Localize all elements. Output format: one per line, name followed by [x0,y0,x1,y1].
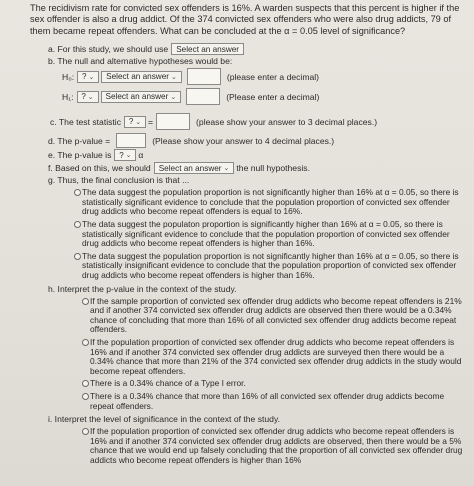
significance-interp-option-1[interactable] [30,427,468,465]
test-type-select[interactable] [171,43,244,55]
part-d-hint: (Please show your answer to 4 decimal places.) [152,135,335,146]
p-value-interp-text: There is a 0.34% chance of a Type I error. [90,378,246,389]
h1-value-input[interactable] [186,88,220,105]
part-c-hint: (please show your answer to 3 decimal places.) [196,116,378,127]
p-value-interp-text: If the sample proportion of convicted sex offender drug addicts who become repeat offenders is 21% and if another 374 convicted sex offender drug addicts are observed then there would be a 0.34% chance of concluding that more than 16% of all convicted sex offender drug addicts become repeat offenders. [90,295,462,335]
radio-button[interactable] [82,393,89,400]
spacer [30,105,468,113]
p-value-interp-option-1[interactable] [30,297,468,335]
significance-interp-text: If the population proportion of convicted sex offender drug addicts who become repeat offenders is 16% and if another 374 convicted sex offender drug addicts are observed, then there would be a 5% chance that we would end up falsely concluding that the proportion of all convicted sex offender drug addicts who become repeat offenders is higher than 16% [90,426,463,465]
radio-button[interactable] [82,298,89,305]
radio-button[interactable] [74,253,81,260]
part-g-label: g. Thus, the final conclusion is that ... [48,175,190,186]
chevron-down-icon: ⌄ [125,152,132,160]
conclusion-option-text: The data suggest the populaton proportion is significantly higher than 16% at α = 0.05, so there is statistically significant evidence to conclude that the population proportion of convicted sex offender drug addicts who become repeat offenders is higher than 16%. [82,219,450,249]
part-e-label: e. The p-value is [48,150,112,161]
h1-row [30,88,468,105]
h0-symbol-value: ? [82,72,87,82]
test-statistic-select[interactable] [124,116,146,128]
chevron-down-icon: ⌄ [88,73,95,81]
p-value-interp-text: There is a 0.34% chance that more than 16% of all convicted sex offender drug addicts become repeat offenders. [90,390,445,411]
p-value-interp-option-3[interactable] [30,379,468,389]
radio-button[interactable] [82,380,89,387]
equals-sign: = [148,116,154,127]
decision-select-value: Select an answer [158,163,222,173]
part-a-label: a. For this study, we should use [48,44,169,55]
radio-button[interactable] [82,339,89,346]
h0-row [30,68,468,85]
part-h-label: h. Interpret the p-value in the context of the study. [48,283,237,294]
test-statistic-select-value: ? [128,117,134,127]
part-f-label: f. Based on this, we should [48,163,151,174]
part-b [30,56,468,66]
problem-statement: The recidivism rate for convicted sex offenders is 16%. A warden suspects that this percent is higher if the sex offender is also a drug addict. Of the 374 convicted sex offenders who were also drug addicts, 79 of them became repeat offenders. What can be concluded at the α = 0.05 level of significance? [30,3,460,36]
p-value-interp-text: If the population proportion of convicted sex offender drug addicts who become repeat offenders is 16% and if another 374 convicted sex offender drug addicts are surveyed then there would be a 0.34% chance that more than 21% of the 374 convicted sex offender drug addicts in the study would become repeat offenders. [90,336,462,376]
conclusion-option-text: The data suggest the population proportion is not significantly higher than 16% at α = 0.05, so there is statistically insignificant evidence to conclude that the population proportion of convicted sex offender drug addicts who become repeat offenders is higher than 16%. [82,250,459,280]
h1-hint: (Please enter a decimal) [226,91,320,102]
h0-value-input[interactable] [187,68,221,85]
p-value-interp-option-4[interactable] [30,392,468,411]
p-value-input[interactable] [116,133,146,148]
alpha-symbol: α [138,150,144,161]
part-c [30,113,468,130]
conclusion-option-2[interactable] [30,220,468,249]
radio-button[interactable] [74,189,81,196]
test-statistic-input[interactable] [156,113,190,130]
h1-label: H₁: [62,91,74,102]
h0-symbol-select[interactable] [77,71,99,83]
chevron-down-icon: ⌄ [223,165,230,173]
h0-relation-select[interactable] [101,71,182,83]
part-g [30,175,468,185]
part-c-label: c. The test statistic [50,116,122,127]
chevron-down-icon: ⌄ [87,93,94,101]
conclusion-option-1[interactable] [30,188,468,217]
chevron-down-icon: ⌄ [135,118,142,126]
conclusion-option-text: The data suggest the population proportion is not significantly higher than 16% at α = 0.05, so there is statistically significant evidence to conclude that the population proportion of convicted sex offender drug addicts who become repeat offenders is equal to 16%. [82,187,459,217]
h0-relation-value: Select an answer [106,72,169,82]
h1-relation-value: Select an answer [105,92,169,102]
p-value-interp-option-2[interactable] [30,338,468,376]
chevron-down-icon: ⌄ [170,73,177,81]
h1-relation-select[interactable] [101,91,182,103]
part-b-label: b. The null and alternative hypotheses would be: [48,56,233,67]
h0-label: H₀: [62,71,75,82]
part-f-suffix: the null hypothesis. [236,163,310,174]
test-type-select-value: Select an answer [176,44,240,54]
part-i-label: i. Interpret the level of significance in the context of the study. [48,414,281,425]
h1-symbol-select[interactable] [77,91,99,103]
h0-hint: (please enter a decimal) [226,71,320,82]
part-d-label: d. The p-value = [48,135,111,146]
part-f [30,162,468,174]
radio-button[interactable] [82,428,89,435]
p-value-compare-select-value: ? [119,150,124,160]
h1-symbol-value: ? [81,92,86,102]
radio-button[interactable] [74,221,81,228]
part-a [30,43,468,55]
chevron-down-icon: ⌄ [170,93,177,101]
part-e [30,149,468,161]
p-value-compare-select[interactable] [114,149,136,161]
decision-select[interactable] [154,162,235,174]
part-d [30,133,468,148]
conclusion-option-3[interactable] [30,252,468,281]
